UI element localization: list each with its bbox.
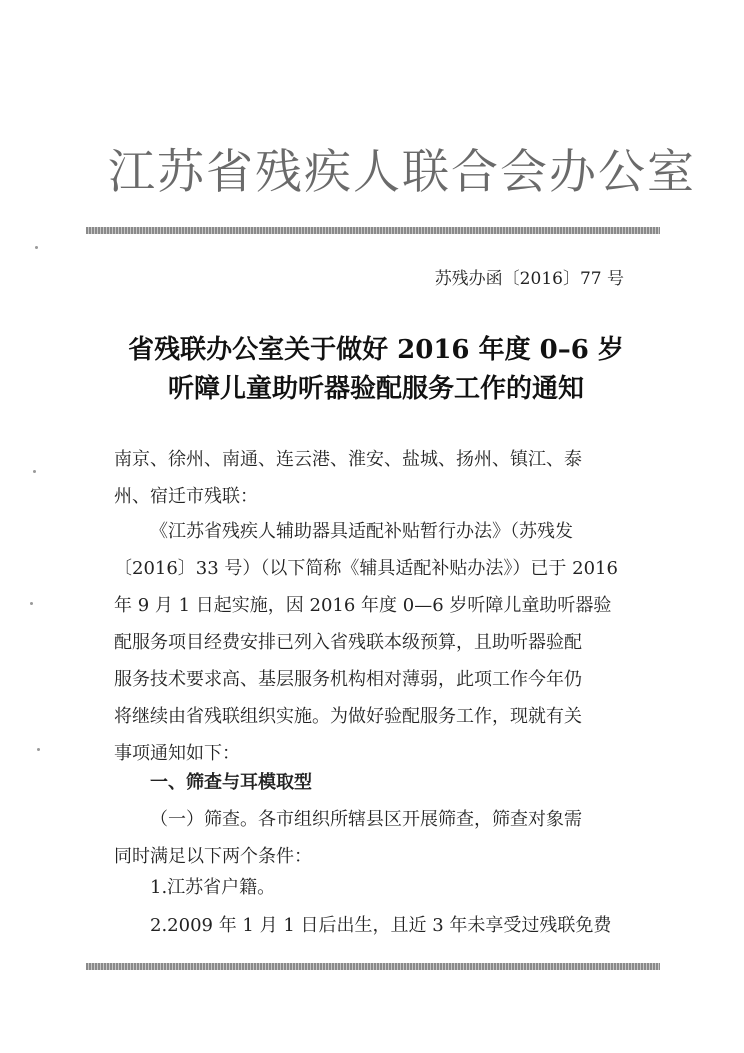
document-title-line-2: 听障儿童助听器验配服务工作的通知 xyxy=(167,374,584,404)
paragraph-line: （一）筛查。各市组织所辖县区开展筛查，筛查对象需 xyxy=(150,809,582,830)
section-heading-text: 一、筛查与耳模取型 xyxy=(150,772,312,793)
scan-speck xyxy=(33,470,36,473)
paragraph-line: 《江苏省残疾人辅助器具适配补贴暂行办法》（苏残发 xyxy=(150,521,573,542)
scan-speck xyxy=(35,246,38,249)
addressee xyxy=(114,441,630,515)
paragraph-line: 事项通知如下： xyxy=(114,743,240,764)
paragraph-line: 将继续由省残联组织实施。为做好验配服务工作，现就有关 xyxy=(114,706,582,727)
paragraph-line: 服务技术要求高、基层服务机构相对薄弱，此项工作今年仍 xyxy=(114,669,582,690)
paragraph-line: 年 9 月 1 日起实施，因 2016 年度 0—6 岁听障儿童助听器验 xyxy=(114,595,612,616)
footer-rule xyxy=(86,963,660,970)
letterhead-rule xyxy=(86,227,660,234)
paragraph-intro xyxy=(114,513,630,772)
scan-speck xyxy=(37,748,40,751)
list-item-text: 2.2009 年 1 月 1 日后出生，且近 3 年未享受过残联免费 xyxy=(150,915,612,936)
org-letterhead: 江苏省残疾人联合会办公室 xyxy=(108,145,696,200)
addressee-line: 州、宿迁市残联： xyxy=(114,486,258,507)
paragraph-line: 配服务项目经费安排已列入省残联本级预算，且助听器验配 xyxy=(114,632,582,653)
list-item xyxy=(114,869,630,906)
list-item-text: 1.江苏省户籍。 xyxy=(150,877,276,898)
paragraph-line: 同时满足以下两个条件： xyxy=(114,846,312,867)
addressee-line: 南京、徐州、南通、连云港、淮安、盐城、扬州、镇江、泰 xyxy=(114,449,582,470)
list-item xyxy=(114,907,630,944)
document-number: 苏残办函〔2016〕77 号 xyxy=(434,269,624,289)
document-title-line-1: 省残联办公室关于做好 2016 年度 0–6 岁 xyxy=(128,335,624,365)
paragraph-line: 〔2016〕33 号）（以下简称《辅具适配补贴办法》）已于 2016 xyxy=(114,558,618,579)
paragraph-screening xyxy=(114,801,630,875)
section-heading xyxy=(114,764,630,801)
scan-speck xyxy=(30,602,33,605)
